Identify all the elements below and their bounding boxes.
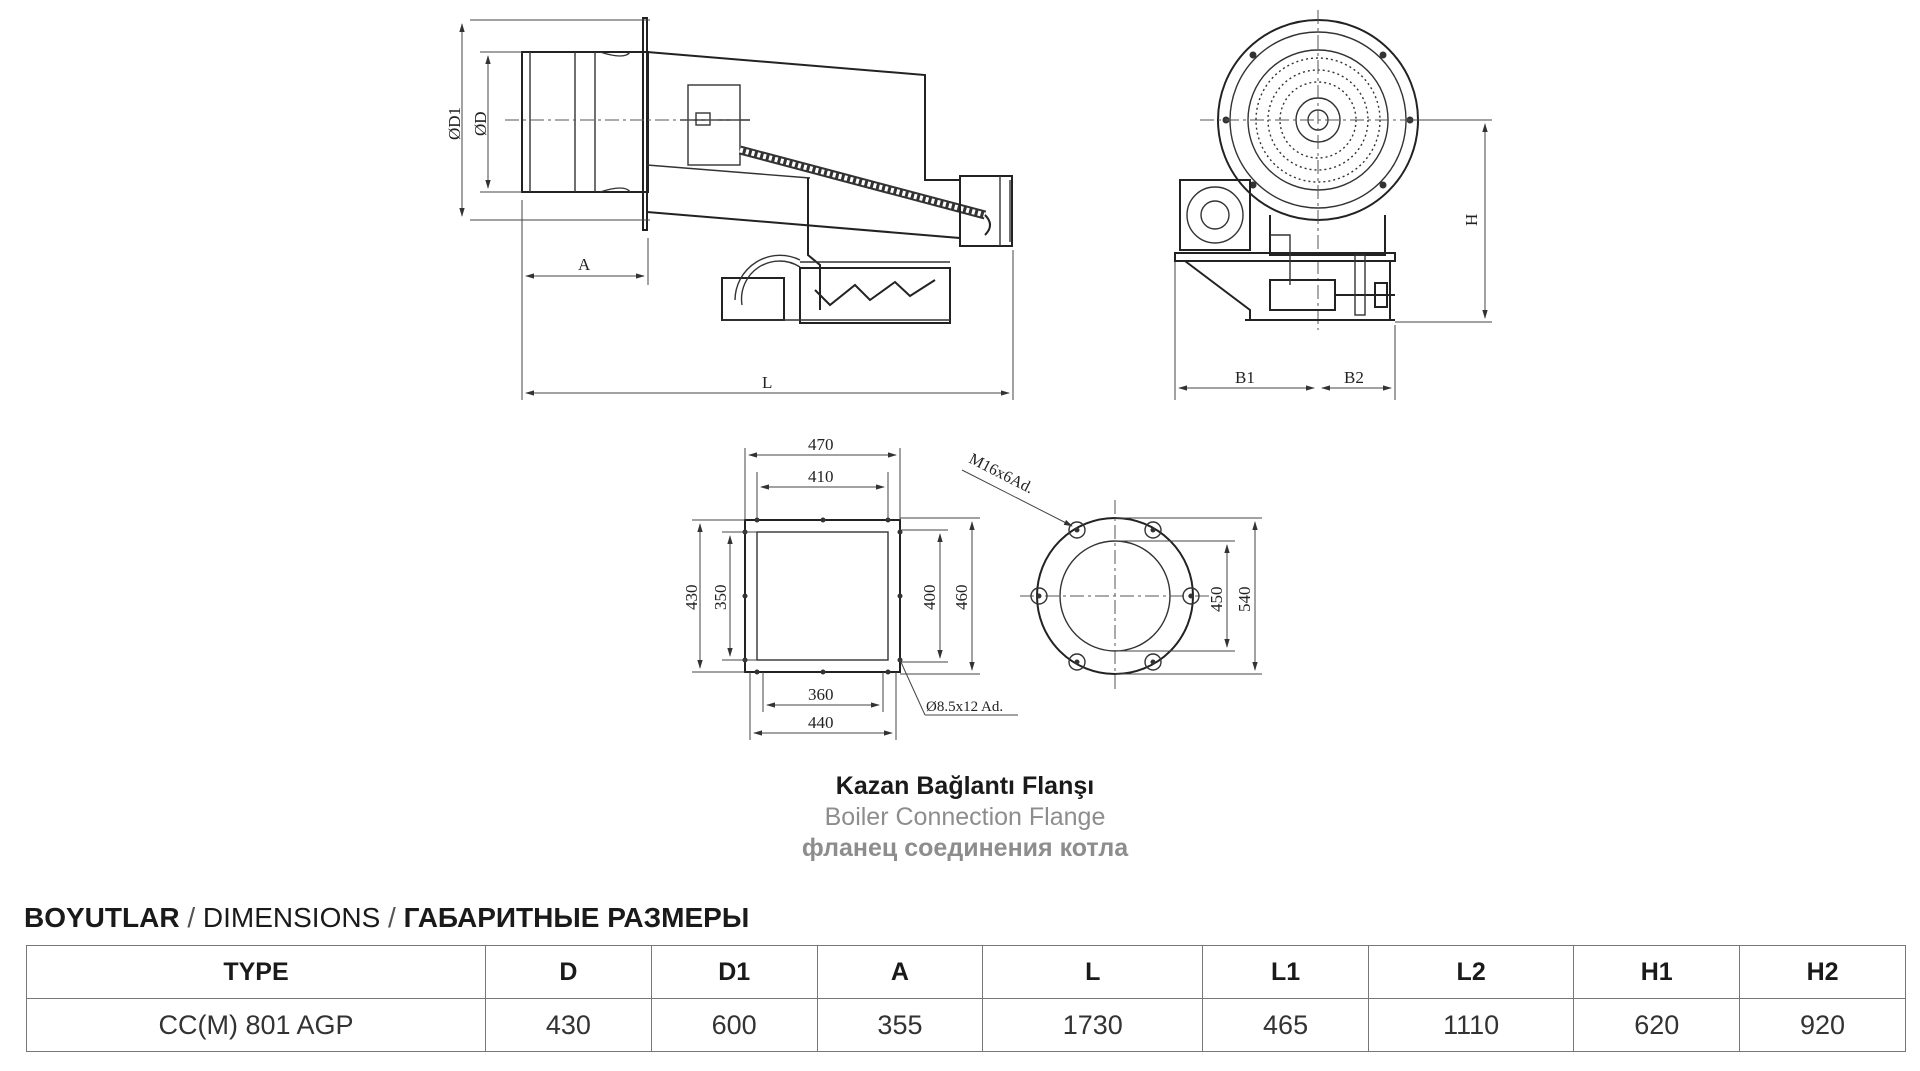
dim-label-440: 440 — [808, 713, 834, 732]
heading-en: DIMENSIONS — [202, 902, 381, 933]
header-type: TYPE — [27, 946, 486, 999]
caption-russian: фланец соединения котла — [801, 834, 1129, 862]
header-l1: L1 — [1203, 946, 1369, 999]
table-header-row — [27, 946, 1906, 999]
header-l: L — [983, 946, 1203, 999]
dim-label-b1: B1 — [1235, 368, 1255, 387]
dim-label-430: 430 — [682, 584, 701, 610]
bolt-note: M16x6Ad. — [966, 450, 1037, 498]
heading-sep-1: / — [179, 902, 203, 933]
cell-d1: 600 — [651, 999, 817, 1052]
dimensions-table — [26, 945, 1906, 1052]
dim-label-360: 360 — [808, 685, 834, 704]
cell-d: 430 — [486, 999, 652, 1052]
dim-label-h: H — [1462, 213, 1481, 226]
burner-side-view — [445, 18, 1013, 400]
dimensions-heading — [24, 902, 749, 934]
heading-sep-2: / — [380, 902, 404, 933]
dim-label-460: 460 — [952, 584, 971, 610]
dim-label-d1: ØD1 — [445, 106, 464, 140]
header-a: A — [817, 946, 983, 999]
dim-label-470: 470 — [808, 435, 834, 454]
header-h1: H1 — [1574, 946, 1740, 999]
caption-turkish: Kazan Bağlantı Flanşı — [835, 772, 1095, 800]
cell-l2: 1110 — [1368, 999, 1573, 1052]
dim-label-a: A — [578, 255, 591, 274]
cell-l1: 465 — [1203, 999, 1369, 1052]
cell-h2: 920 — [1740, 999, 1906, 1052]
dim-label-450: 450 — [1207, 586, 1226, 612]
hole-note: Ø8.5x12 Ad. — [926, 699, 1004, 715]
cell-h1: 620 — [1574, 999, 1740, 1052]
cell-l: 1730 — [983, 999, 1203, 1052]
burner-front-view — [1175, 10, 1492, 400]
dim-label-l: L — [762, 373, 773, 392]
dim-label-350: 350 — [711, 584, 730, 610]
header-h2: H2 — [1740, 946, 1906, 999]
header-d1: D1 — [651, 946, 817, 999]
cell-a: 355 — [817, 999, 983, 1052]
dim-label-410: 410 — [808, 467, 834, 486]
square-flange-drawing — [682, 435, 1018, 740]
heading-tr: BOYUTLAR — [24, 902, 180, 933]
cell-type: CC(M) 801 AGP — [27, 999, 486, 1052]
heading-ru: ГАБАРИТНЫЕ РАЗМЕРЫ — [403, 902, 750, 933]
dim-label-d: ØD — [471, 111, 490, 136]
header-l2: L2 — [1368, 946, 1573, 999]
table-row — [27, 999, 1906, 1052]
dim-label-b2: B2 — [1344, 368, 1364, 387]
caption-english: Boiler Connection Flange — [824, 803, 1106, 831]
dim-label-400: 400 — [920, 584, 939, 610]
round-flange-drawing — [962, 450, 1262, 690]
dim-label-540: 540 — [1235, 586, 1254, 612]
header-d: D — [486, 946, 652, 999]
